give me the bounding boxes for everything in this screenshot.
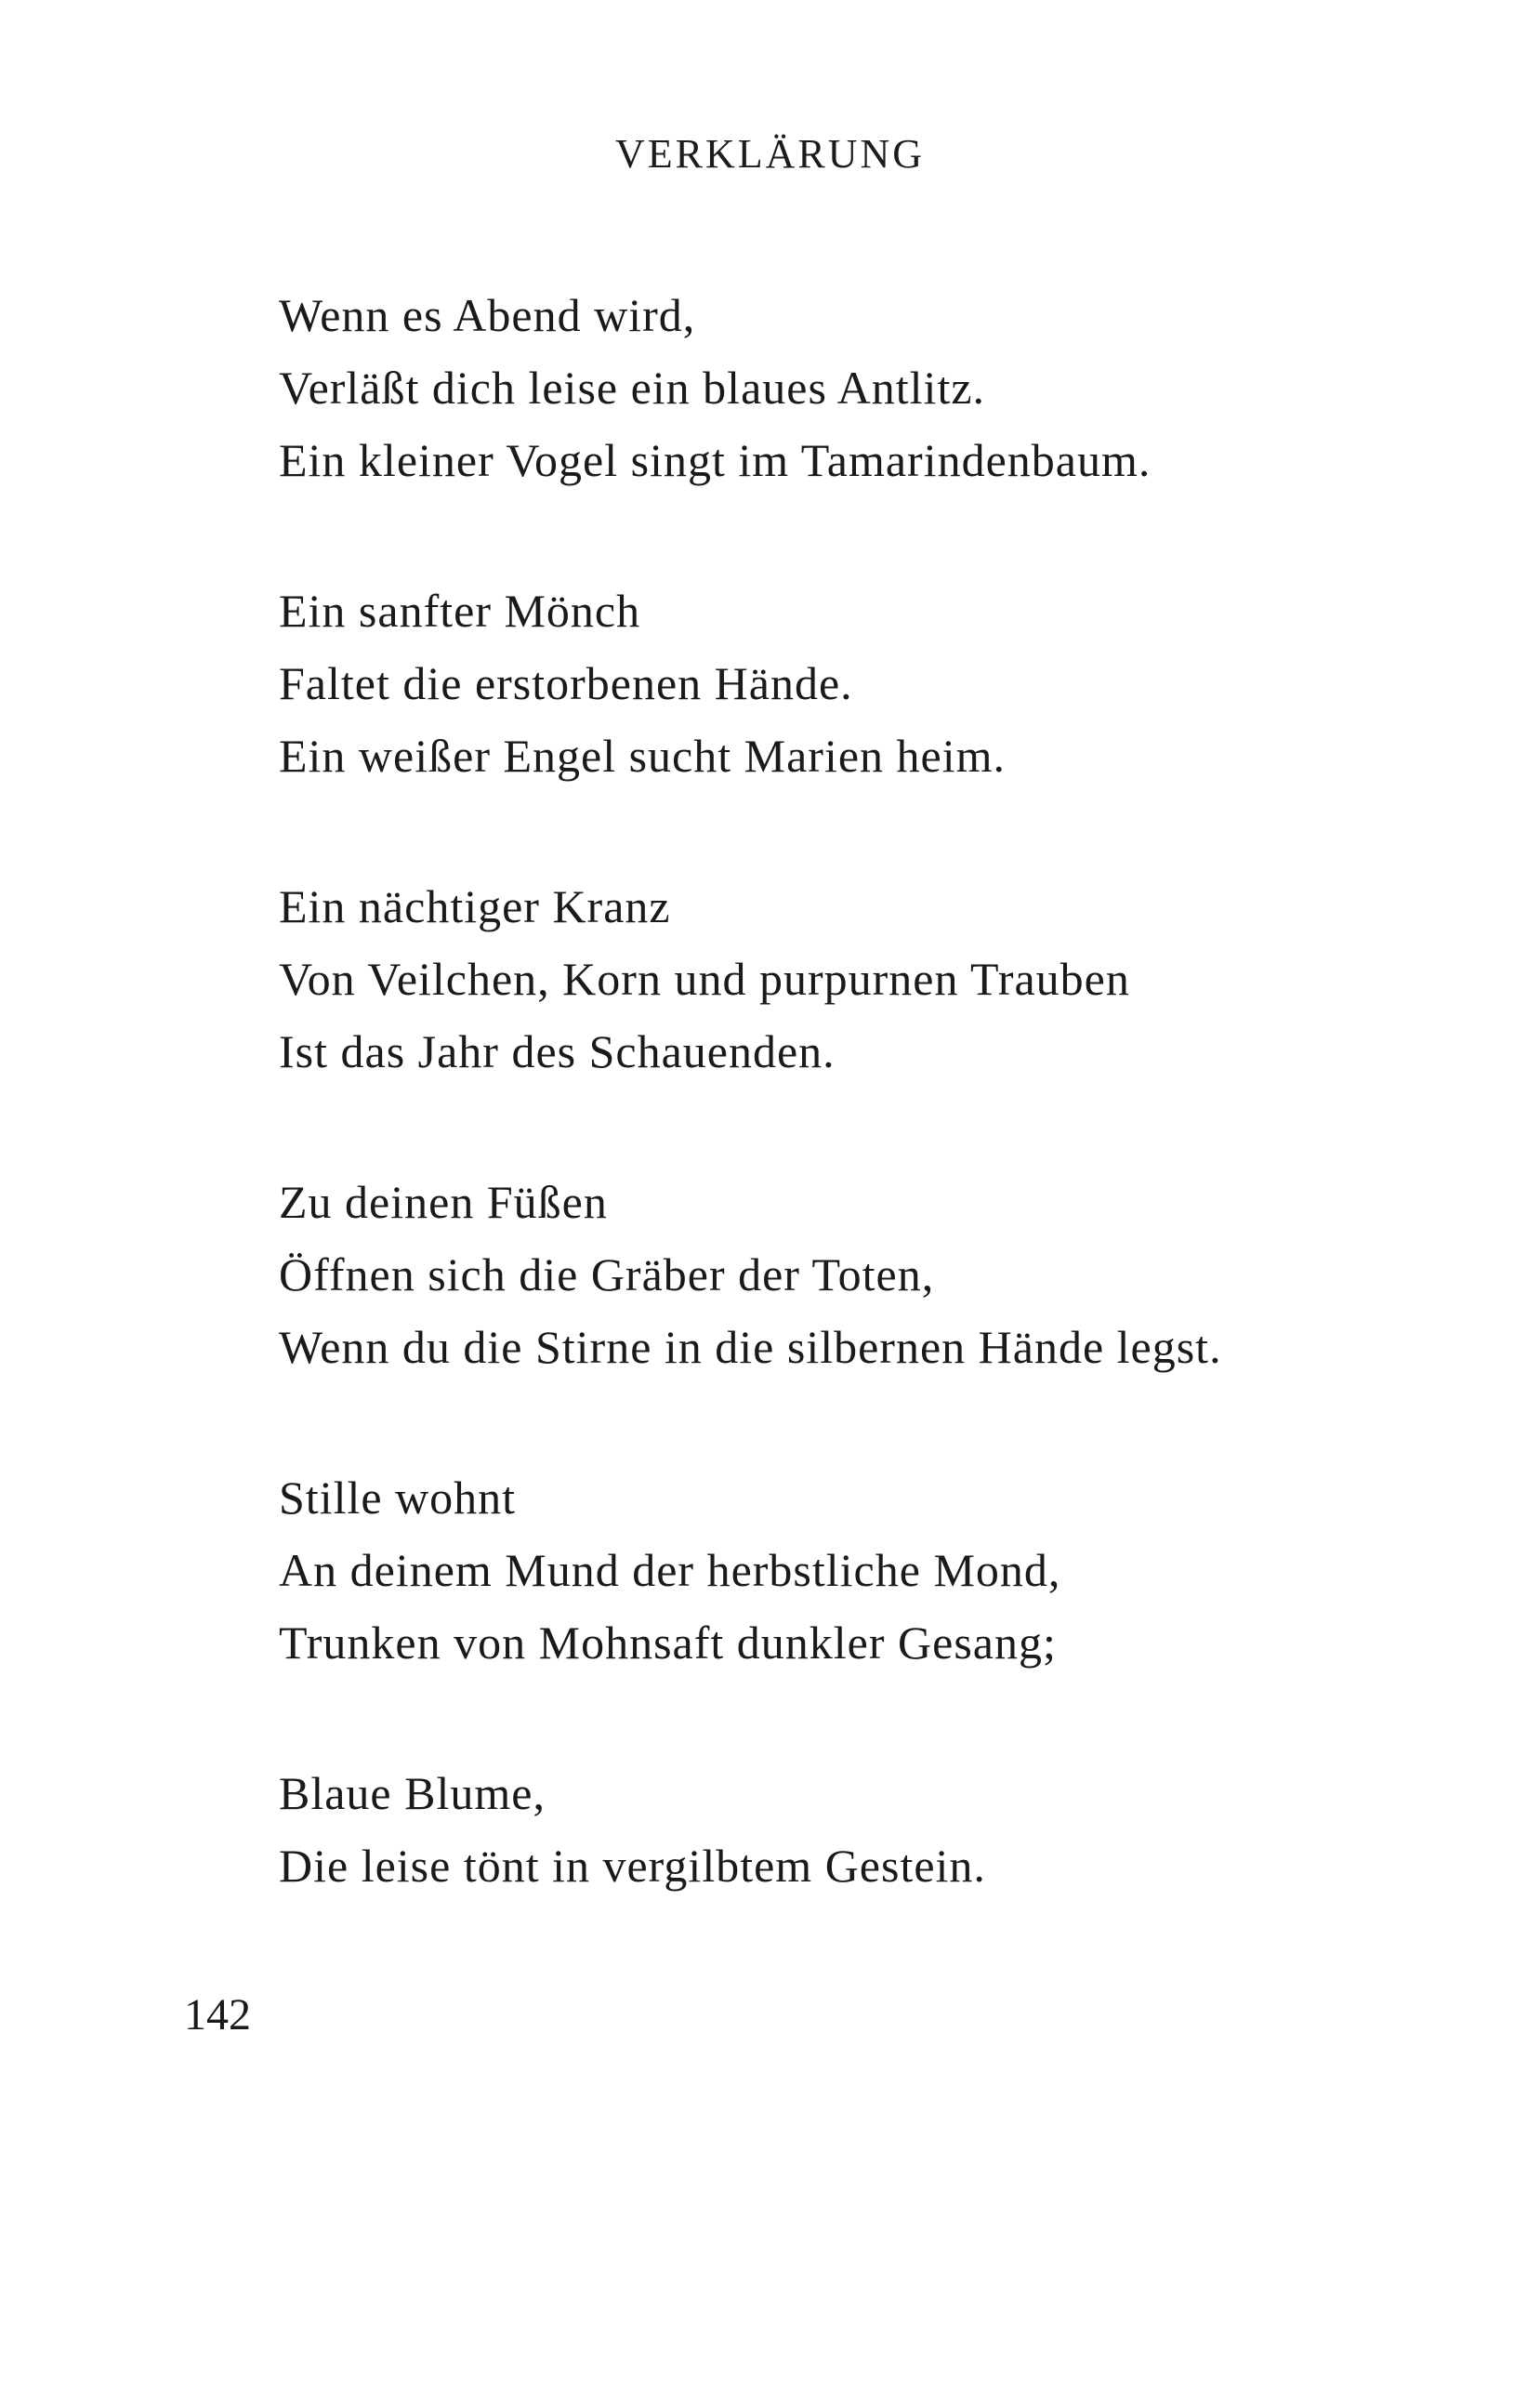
stanza-2 <box>279 574 1441 792</box>
poem-line: Ist das Jahr des Schauenden. <box>279 1025 836 1077</box>
poem-line: Ein nächtiger Kranz <box>279 880 671 932</box>
page-number: 142 <box>184 1990 251 2039</box>
poem-line: Die leise tönt in vergilbtem Gestein. <box>279 1840 986 1892</box>
stanza-3 <box>279 870 1441 1088</box>
poem-line: An deinem Mund der herbstliche Mond, <box>279 1544 1061 1596</box>
poem-title: VERKLÄRUNG <box>614 131 926 177</box>
poem-line: Verläßt dich leise ein blaues Antlitz. <box>279 362 986 414</box>
poem-line: Trunken von Mohnsaft dunkler Gesang; <box>279 1617 1057 1669</box>
poem-line: Stille wohnt <box>279 1472 517 1524</box>
poem-line: Ein sanfter Mönch <box>279 585 641 637</box>
stanza-1 <box>279 279 1441 496</box>
stanza-6 <box>279 1757 1441 1902</box>
poem-line: Ein weißer Engel sucht Marien heim. <box>279 730 1006 782</box>
poem-line: Zu deinen Füßen <box>279 1176 608 1228</box>
poem-line: Blaue Blume, <box>279 1767 546 1819</box>
poem-line: Von Veilchen, Korn und purpurnen Trauben <box>279 953 1130 1005</box>
poem-body <box>279 279 1441 1980</box>
poem-line: Öffnen sich die Gräber der Toten, <box>279 1248 935 1300</box>
stanza-5 <box>279 1461 1441 1679</box>
poem-line: Wenn es Abend wird, <box>279 289 696 341</box>
stanza-4 <box>279 1166 1441 1383</box>
poem-line: Ein kleiner Vogel singt im Tamarindenbaum. <box>279 434 1152 486</box>
poem-line: Wenn du die Stirne in die silbernen Hände legst. <box>279 1321 1222 1373</box>
poem-line: Faltet die erstorbenen Hände. <box>279 657 853 709</box>
